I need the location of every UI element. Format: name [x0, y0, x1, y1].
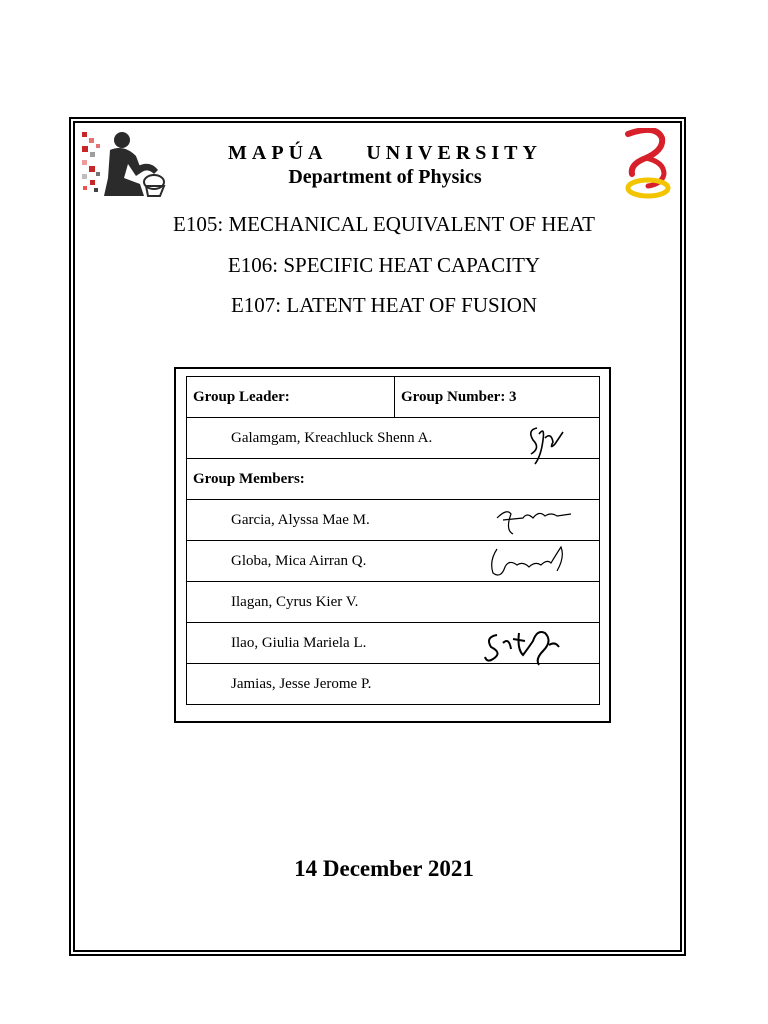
member-signature — [493, 504, 573, 538]
member-name: Ilao, Giulia Mariela L. — [231, 634, 367, 651]
group-leader-name: Galamgam, Kreachluck Shenn A. — [231, 429, 433, 446]
university-name: MAPÚA UNIVERSITY — [228, 142, 542, 164]
table-row — [187, 664, 600, 705]
member-name: Jamias, Jesse Jerome P. — [231, 675, 372, 692]
member-cell — [187, 541, 600, 582]
table-row — [187, 623, 600, 664]
member-signature — [487, 543, 567, 581]
member-cell — [187, 664, 600, 705]
table-row — [187, 418, 600, 459]
member-signature — [483, 619, 563, 667]
member-name: Globa, Mica Airran Q. — [231, 552, 367, 569]
table-row — [187, 377, 600, 418]
department-logo — [618, 128, 674, 200]
member-name: Ilagan, Cyrus Kier V. — [231, 593, 359, 610]
table-row — [187, 541, 600, 582]
submission-date: 14 December 2021 — [294, 856, 474, 881]
member-cell — [187, 623, 600, 664]
group-leader-cell — [187, 418, 600, 459]
leader-signature — [523, 420, 573, 468]
group-number-label: Group Number: 3 — [395, 377, 600, 418]
experiment-title-e106: E106: SPECIFIC HEAT CAPACITY — [227, 253, 541, 277]
table-row — [187, 500, 600, 541]
member-cell — [187, 582, 600, 623]
experiment-title-e107: E107: LATENT HEAT OF FUSION — [230, 293, 538, 317]
group-table — [186, 376, 600, 705]
member-name: Garcia, Alyssa Mae M. — [231, 511, 370, 528]
group-leader-label: Group Leader: — [187, 377, 395, 418]
department-name: Department of Physics — [288, 166, 482, 188]
group-members-label: Group Members: — [187, 459, 600, 500]
member-cell — [187, 500, 600, 541]
experiment-title-e105: E105: MECHANICAL EQUIVALENT OF HEAT — [173, 212, 595, 236]
table-row — [187, 582, 600, 623]
university-seal-logo — [80, 126, 170, 204]
